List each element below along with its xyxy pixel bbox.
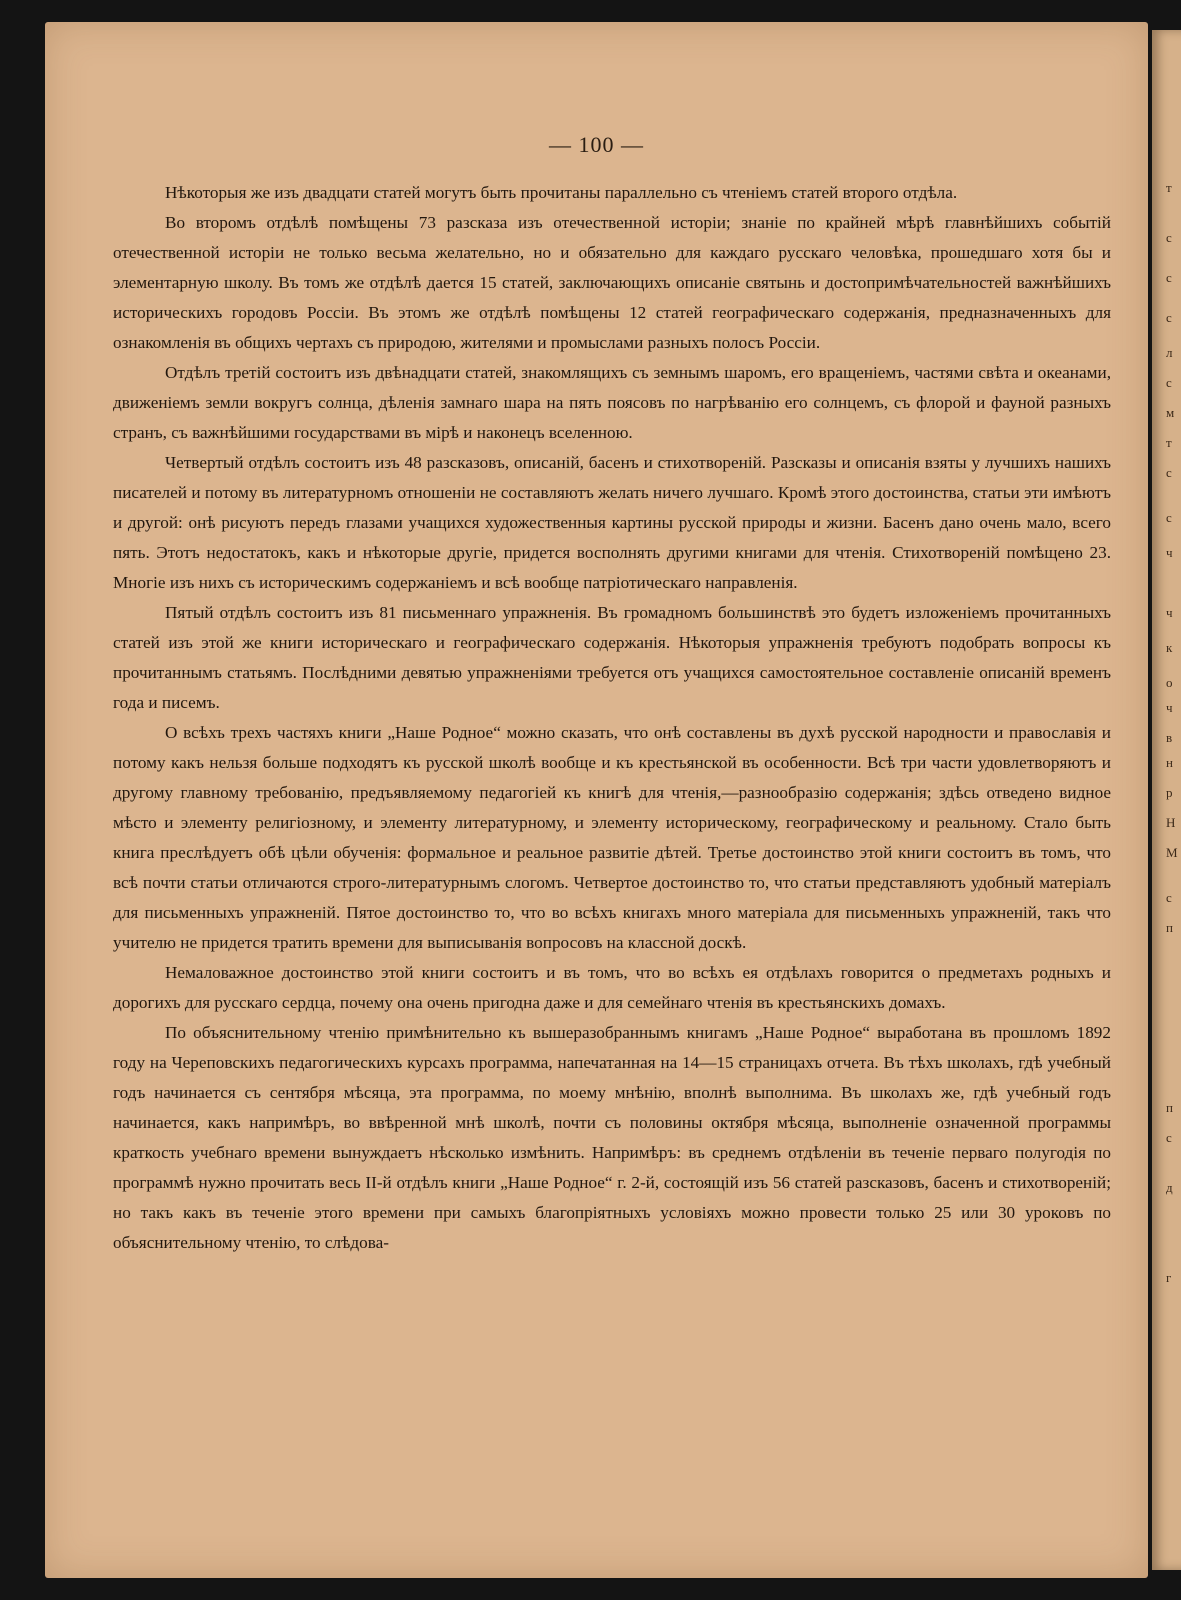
adjacent-page-letter: д bbox=[1166, 1180, 1173, 1195]
adjacent-page-letter: п bbox=[1166, 1100, 1173, 1115]
document-page bbox=[45, 22, 1148, 1578]
page-number: — 100 — bbox=[549, 132, 644, 157]
paragraph: По объяснительному чтенію примѣнительно къ вышеразобраннымъ книгамъ „Наше Родное“ выработана въ прошломъ 1892 году на Череповскихъ педагогическихъ курсахъ программа, напечатанная на 14—15 страницахъ отчета. Въ тѣхъ школахъ, гдѣ учебный годъ начинается съ сентября мѣсяца, эта программа, по моему мнѣнію, вполнѣ выполнима. Въ школахъ же, гдѣ учебный годъ начинается, какъ напримѣръ, во ввѣренной мнѣ школѣ, почти съ половины октября мѣсяца, выполненіе означенной программы краткость учебнаго времени вынуждаетъ нѣсколько измѣнить. Напримѣръ: въ среднемъ отдѣленіи въ теченіе перваго полугодія по программѣ нужно прочитать весь II-й отдѣлъ книги „Наше Родное“ г. 2-й, состоящій изъ 56 статей разсказовъ, басенъ и стихотвореній; но такъ какъ въ теченіе этого времени при самыхъ благопріятныхъ условіяхъ можно провести только 25 или 30 уроковъ по объяснительному чтенію, то слѣдова- bbox=[113, 1023, 1111, 1252]
adjacent-page-letter: р bbox=[1166, 785, 1173, 800]
adjacent-page-letter: т bbox=[1166, 180, 1172, 195]
adjacent-page-letter: с bbox=[1166, 1130, 1172, 1145]
adjacent-page-letter: с bbox=[1166, 375, 1172, 390]
body-text bbox=[113, 178, 1111, 1258]
adjacent-page-letter: с bbox=[1166, 890, 1172, 905]
adjacent-page-letter: н bbox=[1166, 755, 1173, 770]
paragraph: О всѣхъ трехъ частяхъ книги „Наше Родное“ можно сказать, что онѣ составлены въ духѣ русской народности и православія и потому какъ нельзя больше подходятъ къ русской школѣ вообще и къ крестьянской въ особенности. Всѣ три части удовлетворяютъ и другому главному требованію, предъявляемому педагогіей къ книгѣ для чтенія,—разнообразію содержанія; здѣсь отведено видное мѣсто и элементу религіозному, и элементу литературному, и элементу историческому, географическому и реальному. Стало быть книга преслѣдуетъ обѣ цѣли обученія: формальное и реальное развитіе дѣтей. Третье достоинство этой книги состоитъ въ томъ, что всѣ почти статьи отличаются строго-литературнымъ слогомъ. Четвертое достоинство то, что статьи представляютъ удобный матеріалъ для письменныхъ упражненій. Пятое достоинство то, что во всѣхъ книгахъ много матеріала для письменныхъ упражненій, такъ что учителю не придется тратить времени для выписыванія вопросовъ на классной доскѣ. bbox=[113, 723, 1111, 952]
paragraph: Пятый отдѣлъ состоитъ изъ 81 письменнаго упражненія. Въ громадномъ большинствѣ это будетъ изложеніемъ прочитанныхъ статей изъ этой же книги историческаго и географическаго содержанія. Нѣкоторыя упражненія требуютъ подобрать вопросы къ прочитаннымъ статьямъ. Послѣдними девятью упражненіями требуется отъ учащихся самостоятельное составленіе описаній временъ года и писемъ. bbox=[113, 603, 1111, 712]
adjacent-page-letter: ч bbox=[1166, 545, 1173, 560]
paragraph: Немаловажное достоинство этой книги состоитъ и въ томъ, что во всѣхъ ея отдѣлахъ говорится о предметахъ родныхъ и дорогихъ для русскаго сердца, почему она очень пригодна даже и для семейнаго чтенія въ крестьянскихъ домахъ. bbox=[113, 963, 1111, 1012]
paragraph: Отдѣлъ третій состоитъ изъ двѣнадцати статей, знакомлящихъ съ земнымъ шаромъ, его вращеніемъ, частями свѣта и океанами, движеніемъ земли вокругъ солнца, дѣленія замнаго шара на пять поясовъ по нагрѣванію его солнцемъ, съ флорой и фауной разныхъ странъ, съ важнѣйшими государствами въ мірѣ и наконецъ вселенною. bbox=[113, 363, 1111, 442]
paragraph: Во второмъ отдѣлѣ помѣщены 73 разсказа изъ отечественной исторіи; знаніе по крайней мѣрѣ главнѣйшихъ событій отечественной исторіи не только весьма желательно, но и обязательно для каждаго русскаго человѣка, прошедшаго хотя бы и элементарную школу. Въ томъ же отдѣлѣ дается 15 статей, заключающихъ описаніе святынь и достопримѣчательностей важнѣйшихъ историческихъ городовъ Россіи. Въ этомъ же отдѣлѣ помѣщены 12 статей географическаго содержанія, предназначенныхъ для ознакомленія въ общихъ чертахъ съ природою, жителями и промыслами разныхъ полосъ Россіи. bbox=[113, 213, 1111, 352]
paragraph: Нѣкоторыя же изъ двадцати статей могутъ быть прочитаны параллельно съ чтеніемъ статей второго отдѣла. bbox=[165, 183, 958, 202]
adjacent-page-letter: т bbox=[1166, 435, 1172, 450]
adjacent-page-letter: М bbox=[1166, 845, 1178, 860]
paragraph: Четвертый отдѣлъ состоитъ изъ 48 разсказовъ, описаній, басенъ и стихотвореній. Разсказы и описанія взяты у лучшихъ нашихъ писателей и потому въ литературномъ отношеніи не составляютъ желать ничего лучшаго. Кромѣ этого достоинства, статьи эти имѣютъ и другой: онѣ рисуютъ передъ глазами учащихся художественныя картины русской природы и жизни. Басенъ дано очень мало, всего пять. Этотъ недостатокъ, какъ и нѣкоторые другіе, придется восполнять другими книгами для чтенія. Стихотвореній помѣщено 23. Многіе изъ нихъ съ историческимъ содержаніемъ и всѣ вообще патріотическаго направленія. bbox=[113, 453, 1111, 592]
adjacent-page-letter: к bbox=[1166, 640, 1173, 655]
adjacent-page-letter: о bbox=[1166, 675, 1173, 690]
adjacent-page-letter: в bbox=[1166, 730, 1173, 745]
adjacent-page-letter: ч bbox=[1166, 605, 1173, 620]
adjacent-page-letter: л bbox=[1166, 345, 1173, 360]
adjacent-page-letter: г bbox=[1166, 1270, 1172, 1285]
adjacent-page-letter: м bbox=[1166, 405, 1175, 420]
adjacent-page-letter: с bbox=[1166, 510, 1172, 525]
adjacent-page-letter: Н bbox=[1166, 815, 1176, 830]
adjacent-page-letter: с bbox=[1166, 465, 1172, 480]
adjacent-page-letter: п bbox=[1166, 920, 1173, 935]
adjacent-page-letter: с bbox=[1166, 310, 1172, 325]
adjacent-page-letter: ч bbox=[1166, 700, 1173, 715]
adjacent-page-letter: с bbox=[1166, 270, 1172, 285]
adjacent-page-letter: с bbox=[1166, 230, 1172, 245]
